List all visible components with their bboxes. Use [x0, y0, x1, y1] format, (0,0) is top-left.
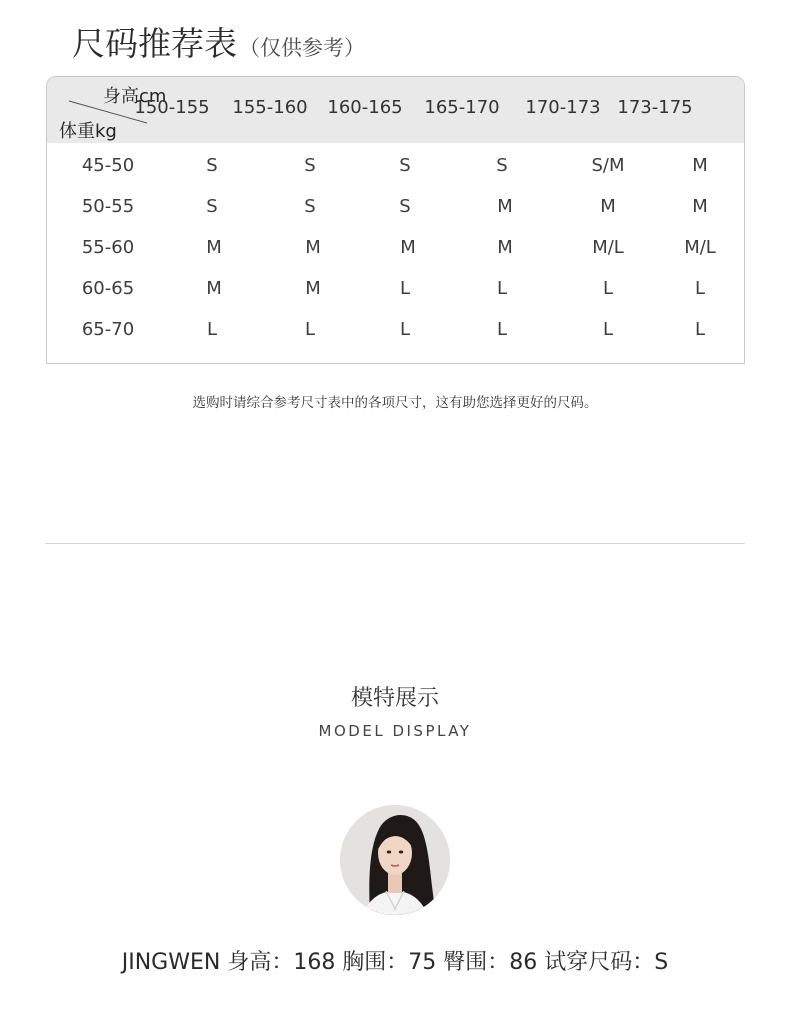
page-title: [72, 18, 365, 65]
model-measurements: JINGWEN 身高：168 胸围：75 臀围：86 试穿尺码：S: [121, 950, 669, 975]
size-cell: L: [304, 319, 316, 340]
weight-cell: 65-70: [81, 319, 135, 340]
model-portrait-image: [340, 805, 450, 915]
size-cell: L: [496, 319, 508, 340]
table-row: [47, 186, 744, 227]
weight-cell: 55-60: [81, 237, 135, 258]
model-avatar: [340, 805, 450, 915]
size-cell: M/L: [684, 237, 716, 258]
size-cell: M: [305, 278, 321, 299]
weight-cell: 50-55: [81, 196, 135, 217]
size-cell: M: [206, 278, 222, 299]
size-cell: L: [694, 278, 706, 299]
size-cell: S: [399, 196, 411, 217]
height-column-header: 155-160: [232, 97, 308, 118]
table-header: [47, 77, 744, 143]
size-cell: L: [399, 278, 411, 299]
size-cell: L: [399, 319, 411, 340]
sizing-note: 选购时请综合参考尺寸表中的各项尺寸，这有助您选择更好的尺码。: [192, 395, 598, 411]
size-cell: L: [602, 319, 614, 340]
model-section-subtitle: MODEL DISPLAY: [318, 722, 472, 740]
size-recommendation-table: [46, 76, 745, 364]
table-row: [47, 227, 744, 268]
height-column-header: 165-170: [424, 97, 500, 118]
table-row: [47, 309, 744, 350]
height-column-header: 160-165: [327, 97, 403, 118]
size-cell: M: [206, 237, 222, 258]
size-cell: S: [496, 155, 508, 176]
size-cell: S: [206, 196, 218, 217]
size-cell: S: [206, 155, 218, 176]
height-column-header: 170-173: [525, 97, 601, 118]
size-cell: M: [692, 155, 708, 176]
size-cell: S: [399, 155, 411, 176]
section-divider: [45, 543, 745, 544]
title-text: 尺码推荐表: [72, 24, 237, 63]
size-cell: M: [305, 237, 321, 258]
model-section-title: 模特展示: [350, 686, 439, 711]
size-cell: M: [400, 237, 416, 258]
title-subtitle: （仅供参考）: [239, 36, 365, 60]
size-cell: M: [600, 196, 616, 217]
size-cell: S: [304, 155, 316, 176]
size-cell: S/M: [591, 155, 625, 176]
size-cell: L: [694, 319, 706, 340]
height-axis-label: 身高cm: [103, 86, 167, 107]
weight-cell: 60-65: [81, 278, 135, 299]
table-row: [47, 268, 744, 309]
size-cell: M/L: [592, 237, 624, 258]
weight-cell: 45-50: [81, 155, 135, 176]
table-row: [47, 145, 744, 186]
size-cell: S: [304, 196, 316, 217]
size-cell: L: [496, 278, 508, 299]
size-cell: L: [602, 278, 614, 299]
size-cell: M: [497, 196, 513, 217]
height-column-header: 173-175: [617, 97, 693, 118]
size-cell: M: [692, 196, 708, 217]
height-column-header: 150-155: [134, 97, 210, 118]
size-cell: L: [206, 319, 218, 340]
weight-axis-label: 体重kg: [59, 121, 117, 142]
size-cell: M: [497, 237, 513, 258]
